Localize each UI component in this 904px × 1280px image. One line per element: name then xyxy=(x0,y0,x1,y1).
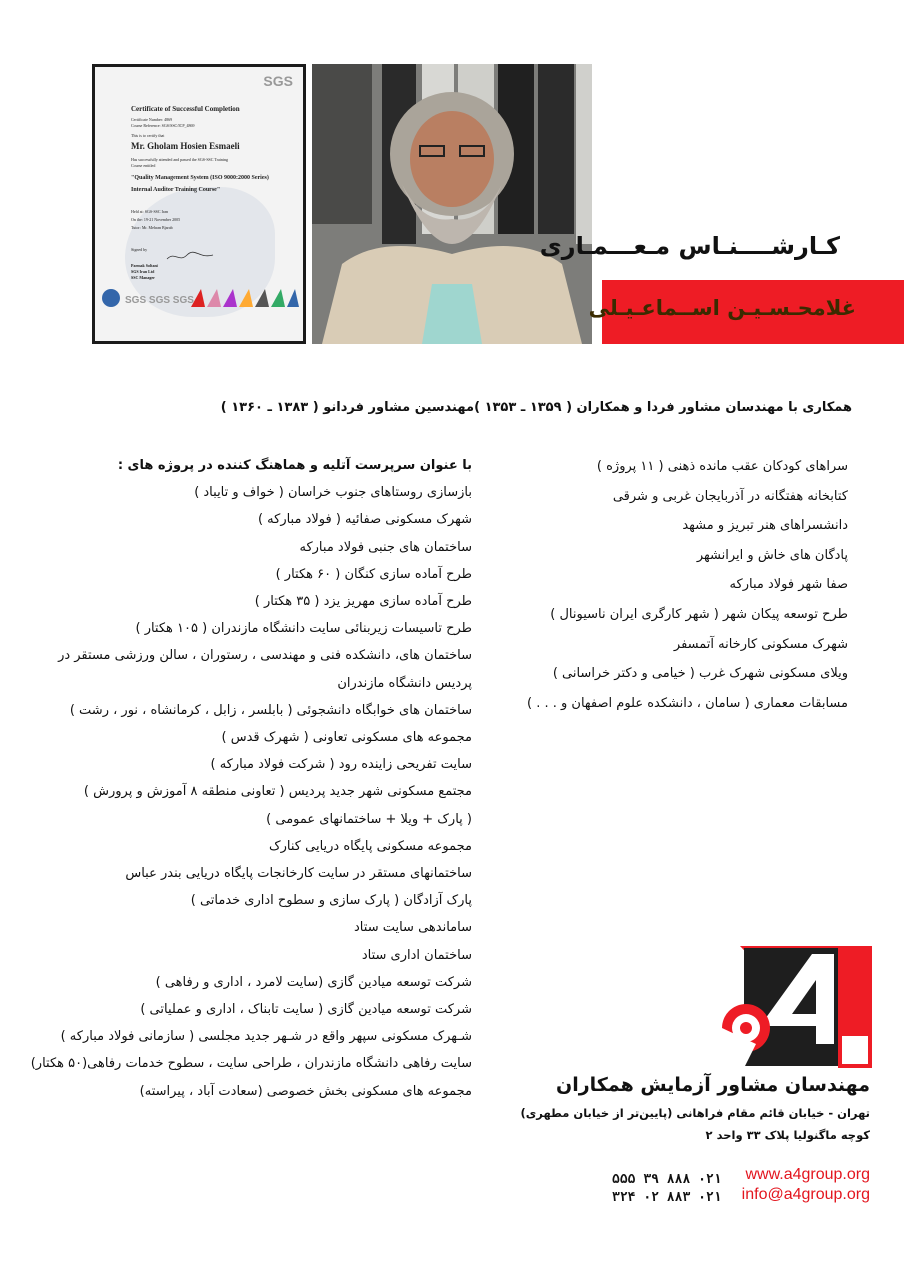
list-item: مجتمع مسکونی شهر جدید پردیس ( تعاونی منطقه ۸ آموزش و پرورش ) xyxy=(83,784,472,800)
list-item: شهرک مسکونی کارخانه آتمسفر xyxy=(673,636,848,652)
signature-icon xyxy=(165,249,215,263)
sgs-logo: SGS xyxy=(263,73,293,89)
list-item: مجموعه های مسکونی تعاونی ( شهرک قدس ) xyxy=(221,730,472,746)
certificate-logo-strip xyxy=(101,283,301,313)
certificate-course-name-2: Internal Auditor Training Course" xyxy=(131,187,221,193)
website-link[interactable]: www.a4group.org xyxy=(745,1166,870,1183)
list-item: ساختمان های خوابگاه دانشجوئی ( بابلسر ، زابل ، کرمانشاه ، نور ، رشت ) xyxy=(69,702,472,718)
certificate-date: On the: 19-21 November 2005 xyxy=(131,217,181,222)
portrait-image xyxy=(312,64,592,344)
list-item: سایت رفاهی دانشگاه مازندران ، طراحی سایت ، سطوح خدمات رفاهی(۵۰ هکتار) xyxy=(30,1056,472,1072)
job-title: کـارشــــنـاس مـعـــمـاری xyxy=(539,232,840,260)
company-name: مهندسان مشاور آزمایش همکاران xyxy=(555,1074,870,1096)
certificate-title: Certificate of Successful Completion xyxy=(131,105,240,113)
left-project-list xyxy=(32,452,472,1105)
list-item: ساختمان های، دانشکده فنی و مهندسی ، رستوران ، سالن ورزشی مستقر در xyxy=(58,648,472,664)
list-item: سایت تفریحی زاینده رود ( شرکت فولاد مبارکه ) xyxy=(210,757,472,773)
certificate-image xyxy=(92,64,306,344)
phone-number-1: ۰۲۱ ۸۸۸ ۳۹ ۵۵۵ xyxy=(612,1172,722,1187)
certificate-reference: Course Reference: SGS/SSC/ICP_4869 xyxy=(131,123,195,128)
certificate-attended: Has successfully attended and passed the SGS-SSC Training xyxy=(131,157,228,162)
a4-logo-icon xyxy=(716,944,872,1068)
list-item: سراهای کودکان عقب مانده ذهنی ( ۱۱ پروژه ) xyxy=(596,459,848,474)
list-item: شرکت توسعه میادین گازی (سایت لامرد ، اداری و رفاهی ) xyxy=(155,974,472,990)
svg-text:SGS SGS SGS: SGS SGS SGS xyxy=(125,295,194,306)
list-item: دانشسراهای هنر تبریز و مشهد xyxy=(682,518,848,534)
portrait-photo xyxy=(312,64,592,344)
certificate-tutor: Tutor: Mr. Mehran Bjarab xyxy=(131,225,173,230)
list-item: صفا شهر فولاد مبارکه xyxy=(729,577,848,593)
list-item: مجموعه مسکونی پایگاه دریایی کنارک xyxy=(269,838,472,854)
certificate-signer-2: SGS Iran Ltd xyxy=(131,269,155,274)
list-item: مسابقات معماری ( سامان ، دانشکده علوم اصفهان و . . . ) xyxy=(527,695,848,711)
list-item: شرکت توسعه میادین گازی ( سایت تابناک ، اداری و عملیاتی ) xyxy=(140,1002,472,1018)
list-item: طرح تاسیسات زیربنائی سایت دانشگاه مازندران ( ۱۰۵ هکتار ) xyxy=(135,621,472,637)
person-name: غلامحـسـیـن اســماعـیـلی xyxy=(588,296,856,320)
list-item: ساختمان اداری ستاد xyxy=(361,947,472,963)
list-item: ساختمان های جنبی فولاد مبارکه xyxy=(299,539,472,555)
list-item: شهرک مسکونی صفائیه ( فولاد مبارکه ) xyxy=(257,512,472,528)
list-item: ویلای مسکونی شهرک غرب ( خیامی و دکتر خراسانی ) xyxy=(552,666,848,682)
list-item: ( پارک + ویلا + ساختمانهای عمومی ) xyxy=(266,811,472,827)
list-item: ساماندهی سایت ستاد xyxy=(354,920,472,936)
certificate-course-entitled: Course entitled xyxy=(131,163,156,168)
list-item: شـهرک مسکونی سپهر واقع در شـهر جدید مجلسی ( سازمانی فولاد مبارکه ) xyxy=(60,1029,472,1045)
certificate-signed-by: Signed by xyxy=(131,247,148,252)
list-item: مجموعه های مسکونی بخش خصوصی (سعادت آباد ، پیراسته) xyxy=(139,1083,472,1099)
certificate-held-at: Held at: SGS-SSC Iran xyxy=(131,209,168,214)
company-address-line-2: کوچه ماگنولیا پلاک ۳۳ واحد ۲ xyxy=(705,1128,870,1142)
list-item: ساختمانهای مستقر در سایت کارخانجات پایگاه دریایی بندر عباس xyxy=(125,866,472,882)
certificate-number: Certificate Number: 4869 xyxy=(131,117,173,122)
email-link[interactable]: info@a4group.org xyxy=(741,1186,870,1203)
list-item: پردیس دانشگاه مازندران xyxy=(337,675,472,691)
list-intro: با عنوان سرپرست آتلیه و هماهنگ کننده در پروژه های : xyxy=(117,458,472,473)
list-item: طرح توسعه پیکان شهر ( شهر کارگری ایران ناسیونال ) xyxy=(550,606,848,622)
phone-number-2: ۰۲۱ ۸۸۳ ۰۲ ۳۲۴ xyxy=(612,1190,722,1205)
certificate-signer-1: Parmak Soltani xyxy=(131,263,158,268)
certificate-course-name-1: "Quality Management System (ISO 9000:2000 Series) xyxy=(131,175,269,181)
certificate-holder: Mr. Gholam Hosien Esmaeli xyxy=(131,141,240,151)
list-item: طرح آماده سازی مهریز یزد ( ۳۵ هکتار ) xyxy=(254,594,472,610)
list-item: پادگان های خاش و ایرانشهر xyxy=(696,547,848,563)
company-address-line-1: تهران - خیابان قائم مقام فراهانی (پایین‌تر از خیابان مطهری) xyxy=(520,1106,870,1120)
certificate-signer-3: SSC Manager xyxy=(131,275,155,280)
list-item: کتابخانه هفتگانه در آذربایجان غربی و شرقی xyxy=(612,488,848,504)
left-section-heading: مهندسین مشاور فردانو ( ۱۳۸۳ ـ ۱۳۶۰ ) xyxy=(220,400,474,415)
right-project-list xyxy=(518,452,848,718)
certificate-certify: This is to certify that xyxy=(131,133,165,138)
right-section-heading: همکاری با مهندسان مشاور فردا و همکاران ( ۱۳۵۹ ـ ۱۳۵۳ ) xyxy=(474,400,852,415)
list-item: بازسازی روستاهای جنوب خراسان ( خواف و تایباد ) xyxy=(194,485,472,501)
list-item: طرح آماده سازی کنگان ( ۶۰ هکتار ) xyxy=(275,566,472,582)
list-item: پارک آزادگان ( پارک سازی و سطوح اداری خدماتی ) xyxy=(190,893,472,909)
